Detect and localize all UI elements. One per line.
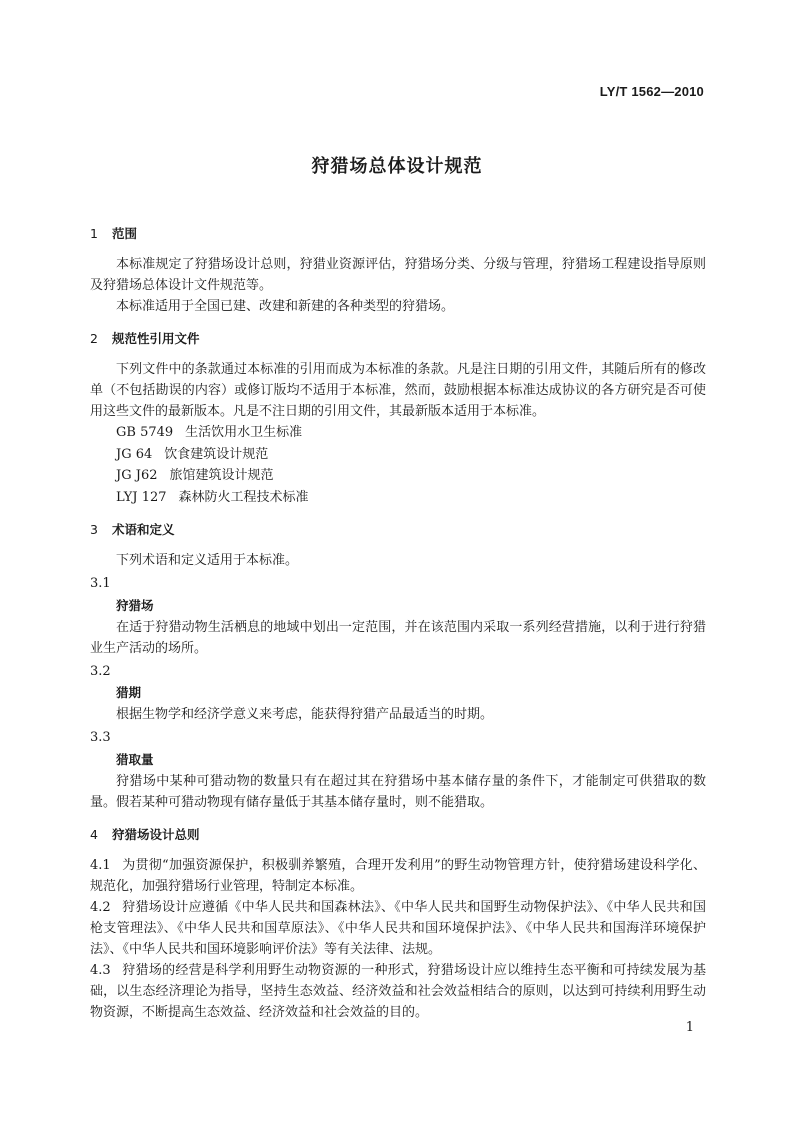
clause: 4.2 狩猎场设计应遵循《中华人民共和国森林法》、《中华人民共和国野生动物保护法》、《中华人民共和国枪支管理法》、《中华人民共和国草原法》、《中华人民共和国环境保护法》、《中华人民共和国海洋环境保护法》、《中华人民共和国环境影响评价法》等有关法律、法规。	[90, 899, 706, 957]
clause: 4.3 狩猎场的经营是科学利用野生动物资源的一种形式，狩猎场设计应以维持生态平衡和可持续发展为基础，以生态经济理论为指导，坚持生态效益、经济效益和社会效益相结合的原则，以达到可持续利用野生动物资源，不断提高生态效益、经济效益和社会效益的目的。	[90, 962, 706, 1020]
section-heading-4: 4 狩猎场设计总则	[90, 826, 200, 842]
term-name: 猎取量	[116, 751, 154, 767]
reference-item: JG 64 饮食建筑设计规范	[116, 446, 269, 462]
section-heading-3: 3 术语和定义	[90, 522, 175, 537]
page-number: 1	[685, 1020, 694, 1035]
reference-item: JG J62 旅馆建筑设计规范	[116, 468, 274, 483]
standard-code: LY/T 1562—2010	[599, 84, 704, 99]
term-number: 3.2	[90, 663, 111, 679]
section-1-paragraph-1: 本标准规定了狩猎场设计总则，狩猎业资源评估，狩猎场分类、分级与管理，狩猎场工程建设指导原则及狩猎场总体设计文件规范等。	[90, 257, 706, 293]
document-title: 狩猎场总体设计规范	[311, 156, 483, 177]
document-body	[90, 222, 706, 1023]
term-number: 3.1	[90, 576, 111, 591]
term-definition: 在适于狩猎动物生活栖息的地域中划出一定范围，并在该范围内采取一系列经营措施，以利于进行狩猎业生产活动的场所。	[90, 619, 706, 656]
term-definition: 根据生物学和经济学意义来考虑，能获得狩猎产品最适当的时期。	[116, 707, 494, 722]
section-heading-1: 1 范围	[90, 226, 138, 241]
section-2-paragraph: 下列文件中的条款通过本标准的引用而成为本标准的条款。凡是注日期的引用文件，其随后所有的修改单（不包括勘误的内容）或修订版均不适用于本标准，然而，鼓励根据本标准达成协议的各方研究是否可使用这些文件的最新版本。凡是不注日期的引用文件，其最新版本适用于本标准。	[90, 362, 706, 419]
section-1-paragraph-2: 本标准适用于全国已建、改建和新建的各种类型的狩猎场。	[116, 299, 455, 314]
term-name: 狩猎场	[116, 597, 154, 613]
reference-item: GB 5749 生活饮用水卫生标准	[116, 425, 303, 440]
reference-item: LYJ 127 森林防火工程技术标准	[116, 489, 309, 505]
section-heading-2: 2 规范性引用文件	[90, 331, 200, 346]
clause: 4.1 为贯彻“加强资源保护，积极驯养繁殖，合理开发利用”的野生动物管理方针，使狩猎场建设科学化、规范化，加强狩猎场行业管理，特制定本标准。	[90, 857, 706, 894]
term-number: 3.3	[90, 730, 111, 745]
term-name: 猎期	[116, 685, 142, 700]
term-definition: 狩猎场中某种可猎动物的数量只有在超过其在狩猎场中基本储存量的条件下，才能制定可供猎取的数量。假若某种可猎动物现有储存量低于其基本储存量时，则不能猎取。	[90, 773, 706, 810]
section-3-paragraph: 下列术语和定义适用于本标准。	[116, 553, 299, 568]
